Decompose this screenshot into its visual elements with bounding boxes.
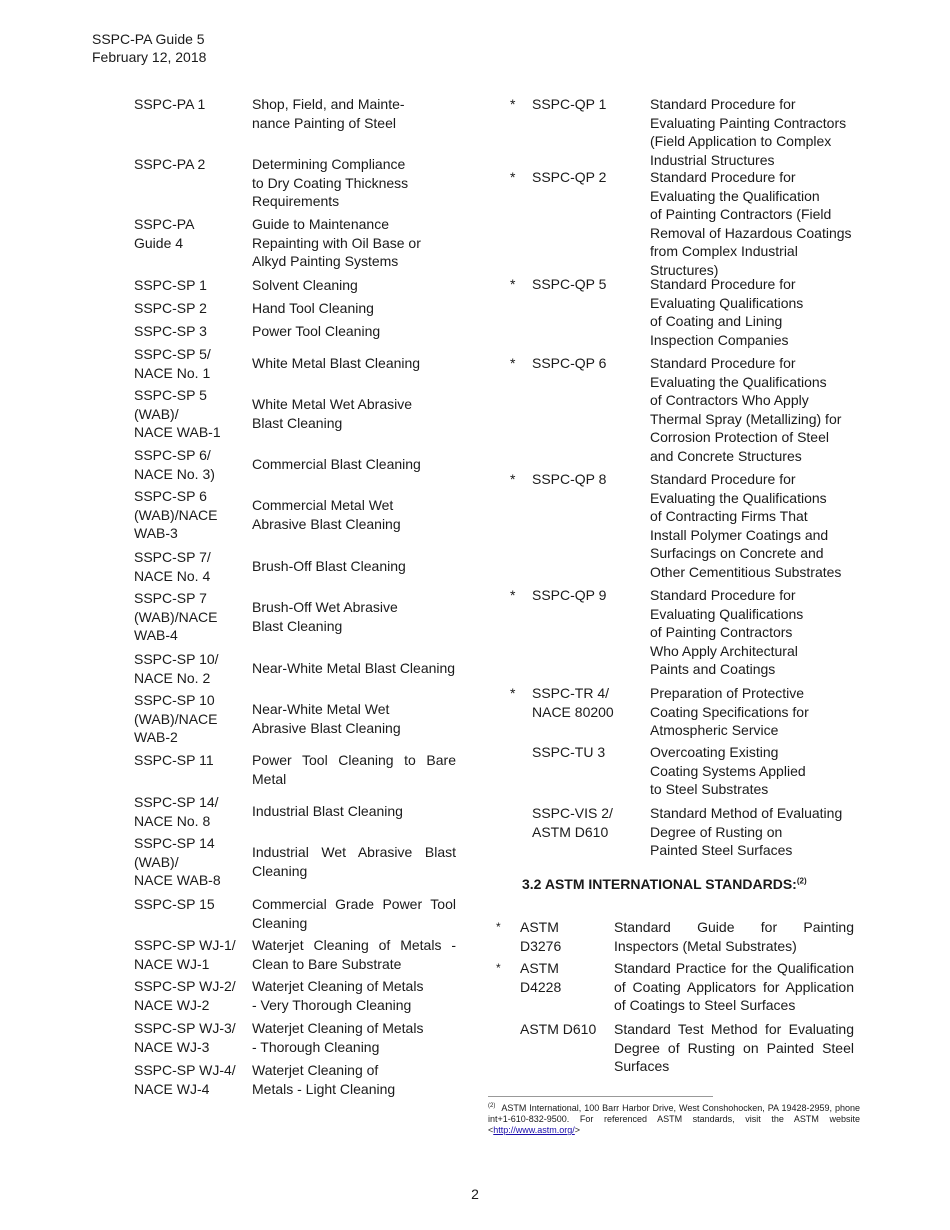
astm-footnote-ref: (2) — [796, 876, 807, 886]
reference-title — [252, 322, 456, 341]
reference-code-line: Guide 4 — [134, 234, 184, 251]
astm-title: Standard Test Method for Evaluating Degree of Rusting on Painted Steel Surfaces — [614, 1021, 854, 1075]
reference-code — [134, 691, 249, 747]
reference-title-line: Removal of Hazardous Coatings — [650, 224, 852, 241]
reference-code-line: SSPC-SP 7/ — [134, 549, 211, 565]
footnote-tail: > — [574, 1125, 581, 1135]
reference-title-line: Coating Specifications for — [650, 703, 809, 720]
reference-code — [134, 155, 249, 174]
reference-title — [252, 895, 456, 932]
reference-title-line: - Thorough Cleaning — [252, 1038, 380, 1055]
reference-code-line: SSPC-TU 3 — [532, 744, 606, 760]
reference-code — [134, 977, 249, 1014]
reference-title-line: Standard Procedure for — [650, 276, 796, 292]
reference-title — [252, 598, 456, 635]
reference-title — [650, 168, 850, 280]
reference-code — [532, 743, 647, 762]
reference-title-line: Repainting with Oil Base or — [252, 234, 421, 251]
reference-code-line: SSPC-SP WJ-4/ — [134, 1062, 236, 1078]
reference-code-line: SSPC-SP 6/ — [134, 447, 211, 463]
reference-title-line: Power Tool Cleaning to Bare Metal — [252, 752, 456, 787]
reference-code-line: SSPC-QP 6 — [532, 355, 607, 371]
footnote-divider — [488, 1096, 713, 1097]
reference-code-line: SSPC-SP 5 — [134, 387, 207, 403]
reference-title — [650, 354, 850, 466]
revision-marker: * — [510, 685, 516, 701]
reference-title-line: Waterjet Cleaning of Metals — [252, 1020, 424, 1036]
reference-title-line: from Complex Industrial — [650, 243, 798, 260]
reference-title-line: Industrial Blast Cleaning — [252, 803, 403, 819]
reference-code — [134, 487, 249, 543]
reference-code-line: SSPC-SP 2 — [134, 300, 207, 316]
reference-title-line: Install Polymer Coatings and — [650, 526, 829, 543]
reference-code-line: NACE No. 2 — [134, 669, 211, 686]
revision-marker: * — [510, 355, 516, 371]
reference-title-line: to Dry Coating Thickness — [252, 174, 409, 191]
revision-marker: * — [510, 587, 516, 603]
reference-title — [252, 299, 456, 318]
reference-title — [252, 155, 456, 211]
reference-code-line: NACE No. 3) — [134, 465, 215, 482]
reference-title — [252, 455, 456, 474]
reference-code-line: (WAB)/NACE — [134, 608, 218, 625]
reference-code — [134, 1061, 249, 1098]
reference-code-line: SSPC-PA 2 — [134, 156, 206, 172]
reference-title-line: Evaluating Qualifications — [650, 294, 804, 311]
reference-code — [134, 834, 249, 890]
reference-title-line: Blast Cleaning — [252, 617, 343, 634]
reference-title-line: Structures) — [650, 261, 719, 278]
reference-code-line: NACE WJ-1 — [134, 955, 210, 972]
reference-title-line: Standard Procedure for — [650, 471, 796, 487]
reference-code — [532, 95, 647, 114]
revision-marker: * — [510, 471, 516, 487]
astm-code-line: ASTM — [520, 960, 559, 976]
reference-code — [134, 751, 249, 770]
reference-title — [650, 95, 850, 169]
reference-code-line: NACE WJ-4 — [134, 1080, 210, 1097]
reference-title-line: of Contracting Firms That — [650, 508, 808, 525]
reference-title — [252, 751, 456, 788]
footnote — [488, 1101, 860, 1136]
reference-title-line: Evaluating Painting Contractors — [650, 114, 847, 131]
reference-code-line: SSPC-SP 10/ — [134, 651, 219, 667]
reference-title-line: Evaluating the Qualifications — [650, 373, 827, 390]
revision-marker: * — [510, 169, 516, 185]
reference-title — [252, 802, 456, 821]
reference-code-line: SSPC-PA 1 — [134, 96, 206, 112]
reference-title-line: Evaluating Qualifications — [650, 605, 804, 622]
footnote-text: ASTM International, 100 Barr Harbor Drive, West Conshohocken, PA 19428-2959, phone int+1-610-832-9500. For referenced ASTM standards, visit the ASTM website < — [488, 1103, 860, 1135]
reference-title-line: White Metal Wet Abrasive — [252, 396, 413, 412]
astm-section-title — [522, 876, 807, 892]
reference-code-line: SSPC-SP 14/ — [134, 794, 219, 810]
reference-code — [134, 386, 249, 442]
reference-code-line: NACE 80200 — [532, 703, 614, 720]
astm-code-line: D4228 — [520, 978, 562, 995]
reference-code-line: NACE WJ-2 — [134, 996, 210, 1013]
reference-title-line: Waterjet Cleaning of Metals - Clean to Bare Substrate — [252, 937, 456, 972]
reference-title-line: Shop, Field, and Mainte- — [252, 96, 405, 112]
astm-title: Standard Guide for Painting Inspectors (Metal Substrates) — [614, 919, 854, 954]
reference-title-line: Industrial Wet Abrasive Blast Cleaning — [252, 844, 456, 879]
reference-title — [650, 470, 850, 582]
reference-title-line: Abrasive Blast Cleaning — [252, 719, 401, 736]
reference-code-line: NACE No. 1 — [134, 364, 211, 381]
reference-code — [134, 589, 249, 645]
revision-marker: * — [510, 96, 516, 112]
reference-title-line: Standard Procedure for — [650, 355, 796, 371]
reference-title-line: Abrasive Blast Cleaning — [252, 515, 401, 532]
reference-title-line: Hand Tool Cleaning — [252, 300, 374, 316]
reference-code-line: SSPC-VIS 2/ — [532, 805, 613, 821]
reference-title-line: Standard Procedure for — [650, 169, 796, 185]
reference-code-line: NACE No. 4 — [134, 567, 211, 584]
reference-code-line: SSPC-SP 6 — [134, 488, 207, 504]
reference-title — [252, 843, 456, 880]
reference-code — [134, 650, 249, 687]
reference-title-line: - Very Thorough Cleaning — [252, 996, 412, 1013]
reference-code — [134, 936, 249, 973]
reference-code-line: NACE WJ-3 — [134, 1038, 210, 1055]
reference-title — [252, 395, 456, 432]
reference-title-line: of Painting Contractors — [650, 624, 793, 641]
reference-title — [252, 977, 456, 1014]
reference-code-line: WAB-3 — [134, 525, 178, 542]
reference-title — [650, 586, 850, 679]
astm-title: Standard Practice for the Qualification of Coating Applicators for Application of Coatings to Steel Surfaces — [614, 960, 854, 1014]
reference-title — [650, 804, 850, 860]
reference-title — [252, 659, 456, 678]
reference-code-line: SSPC-QP 5 — [532, 276, 607, 292]
reference-code-line: SSPC-QP 9 — [532, 587, 607, 603]
reference-title-line: Industrial Structures — [650, 151, 775, 168]
reference-code-line: SSPC-SP WJ-3/ — [134, 1020, 236, 1036]
reference-code — [134, 215, 249, 252]
reference-code-line: SSPC-SP WJ-2/ — [134, 978, 236, 994]
reference-title-line: (Field Application to Complex — [650, 133, 832, 150]
reference-title-line: Paints and Coatings — [650, 661, 776, 678]
reference-title-line: nance Painting of Steel — [252, 114, 396, 131]
reference-code — [532, 586, 647, 605]
reference-title — [252, 276, 456, 295]
reference-title-line: Other Cementitious Substrates — [650, 563, 842, 580]
reference-code-line: NACE WAB-1 — [134, 424, 221, 441]
reference-code-line: (WAB)/NACE — [134, 710, 218, 727]
reference-code-line: (WAB)/ — [134, 853, 179, 870]
reference-code-line: SSPC-PA — [134, 216, 195, 232]
reference-code — [134, 446, 249, 483]
reference-code-line: (WAB)/NACE — [134, 506, 218, 523]
reference-title-line: Atmospheric Service — [650, 722, 779, 739]
reference-title-line: Preparation of Protective — [650, 685, 805, 701]
reference-title-line: Waterjet Cleaning of Metals — [252, 978, 424, 994]
reference-title-line: Metals - Light Cleaning — [252, 1080, 396, 1097]
reference-code-line: SSPC-QP 2 — [532, 169, 607, 185]
reference-title — [252, 496, 456, 533]
reference-code — [532, 470, 647, 489]
reference-title-line: Inspection Companies — [650, 331, 789, 348]
reference-code — [134, 345, 249, 382]
reference-title-line: Evaluating the Qualifications — [650, 489, 827, 506]
reference-code-line: SSPC-SP 14 — [134, 835, 215, 851]
reference-title-line: Requirements — [252, 193, 340, 210]
reference-title-line: of Contractors Who Apply — [650, 392, 809, 409]
reference-code — [532, 168, 647, 187]
astm-code — [520, 959, 610, 996]
reference-code-line: SSPC-SP 5/ — [134, 346, 211, 362]
reference-title-line: Commercial Metal Wet — [252, 497, 394, 513]
reference-code-line: SSPC-SP WJ-1/ — [134, 937, 236, 953]
reference-title-line: Degree of Rusting on — [650, 823, 783, 840]
reference-title-line: Coating Systems Applied — [650, 762, 806, 779]
reference-code-line: SSPC-SP 7 — [134, 590, 207, 606]
reference-title — [252, 557, 456, 576]
reference-title-line: Blast Cleaning — [252, 414, 343, 431]
reference-code-line: ASTM D610 — [532, 823, 609, 840]
revision-marker: * — [496, 961, 501, 975]
astm-code — [520, 1020, 610, 1039]
reference-code-line: SSPC-SP 11 — [134, 752, 214, 768]
reference-code-line: NACE No. 8 — [134, 812, 211, 829]
revision-marker: * — [510, 276, 516, 292]
footnote-marker: (2) — [488, 1103, 496, 1109]
reference-title-line: Standard Procedure for — [650, 96, 796, 112]
reference-title-line: to Steel Substrates — [650, 781, 769, 798]
reference-code-line: WAB-2 — [134, 729, 178, 746]
reference-code-line: SSPC-TR 4/ — [532, 685, 610, 701]
reference-code — [134, 299, 249, 318]
reference-code-line: SSPC-QP 8 — [532, 471, 607, 487]
reference-title-line: Near-White Metal Wet — [252, 701, 390, 717]
revision-marker: * — [496, 920, 501, 934]
reference-title — [650, 684, 850, 740]
reference-code — [532, 804, 647, 841]
reference-code — [134, 95, 249, 114]
reference-code — [532, 354, 647, 373]
reference-title-line: Evaluating the Qualification — [650, 187, 820, 204]
reference-title — [252, 215, 456, 271]
reference-title-line: Painted Steel Surfaces — [650, 842, 793, 859]
astm-code — [520, 918, 610, 955]
reference-title-line: of Painting Contractors (Field — [650, 206, 832, 223]
reference-code — [134, 548, 249, 585]
reference-code — [532, 275, 647, 294]
reference-title-line: Determining Compliance — [252, 156, 406, 172]
reference-title-line: and Concrete Structures — [650, 447, 802, 464]
astm-code-line: ASTM — [520, 919, 559, 935]
reference-code-line: (WAB)/ — [134, 405, 179, 422]
reference-title-line: Standard Method of Evaluating — [650, 805, 843, 821]
reference-title — [252, 936, 456, 973]
astm-code-line: D3276 — [520, 937, 562, 954]
reference-title-line: Thermal Spray (Metallizing) for — [650, 410, 842, 427]
page-header — [92, 30, 206, 66]
reference-code — [134, 276, 249, 295]
astm-website-link[interactable]: http://www.astm.org/ — [493, 1125, 575, 1135]
reference-title-line: Solvent Cleaning — [252, 277, 358, 293]
reference-title — [252, 354, 456, 373]
reference-title — [252, 1019, 456, 1056]
reference-title-line: Waterjet Cleaning of — [252, 1062, 379, 1078]
reference-title — [252, 1061, 456, 1098]
reference-title-line: Power Tool Cleaning — [252, 323, 381, 339]
reference-code-line: SSPC-QP 1 — [532, 96, 607, 112]
reference-code — [134, 793, 249, 830]
reference-title-line: White Metal Blast Cleaning — [252, 355, 421, 371]
reference-code-line: NACE WAB-8 — [134, 872, 221, 889]
reference-title-line: Commercial Blast Cleaning — [252, 456, 421, 472]
reference-code-line: SSPC-SP 10 — [134, 692, 215, 708]
reference-code — [532, 684, 647, 721]
reference-title-line: Who Apply Architectural — [650, 642, 798, 659]
reference-title-line: Overcoating Existing — [650, 744, 779, 760]
page-number: 2 — [471, 1186, 479, 1202]
document-id: SSPC-PA Guide 5 — [92, 31, 205, 47]
reference-title-line: Corrosion Protection of Steel — [650, 429, 829, 446]
reference-title-line: Brush-Off Wet Abrasive — [252, 599, 398, 615]
reference-title — [252, 700, 456, 737]
reference-title — [650, 743, 850, 799]
astm-section-title-text: 3.2 ASTM INTERNATIONAL STANDARDS: — [522, 876, 797, 892]
reference-title-line: Standard Procedure for — [650, 587, 796, 603]
reference-title — [650, 275, 850, 349]
reference-code-line: SSPC-SP 1 — [134, 277, 207, 293]
document-date: February 12, 2018 — [92, 49, 207, 65]
reference-title — [252, 95, 456, 132]
reference-title-line: Guide to Maintenance — [252, 216, 389, 232]
reference-title-line: Surfacings on Concrete and — [650, 545, 824, 562]
reference-code — [134, 1019, 249, 1056]
astm-code-line: ASTM D610 — [520, 1021, 597, 1037]
reference-code — [134, 322, 249, 341]
reference-title-line: Alkyd Painting Systems — [252, 253, 399, 270]
reference-code-line: SSPC-SP 15 — [134, 896, 215, 912]
reference-code — [134, 895, 249, 914]
reference-title-line: Commercial Grade Power Tool Cleaning — [252, 896, 456, 931]
reference-title-line: Brush-Off Blast Cleaning — [252, 558, 406, 574]
reference-title-line: Near-White Metal Blast Cleaning — [252, 660, 456, 676]
reference-title-line: of Coating and Lining — [650, 313, 783, 330]
reference-code-line: SSPC-SP 3 — [134, 323, 207, 339]
reference-code-line: WAB-4 — [134, 627, 178, 644]
